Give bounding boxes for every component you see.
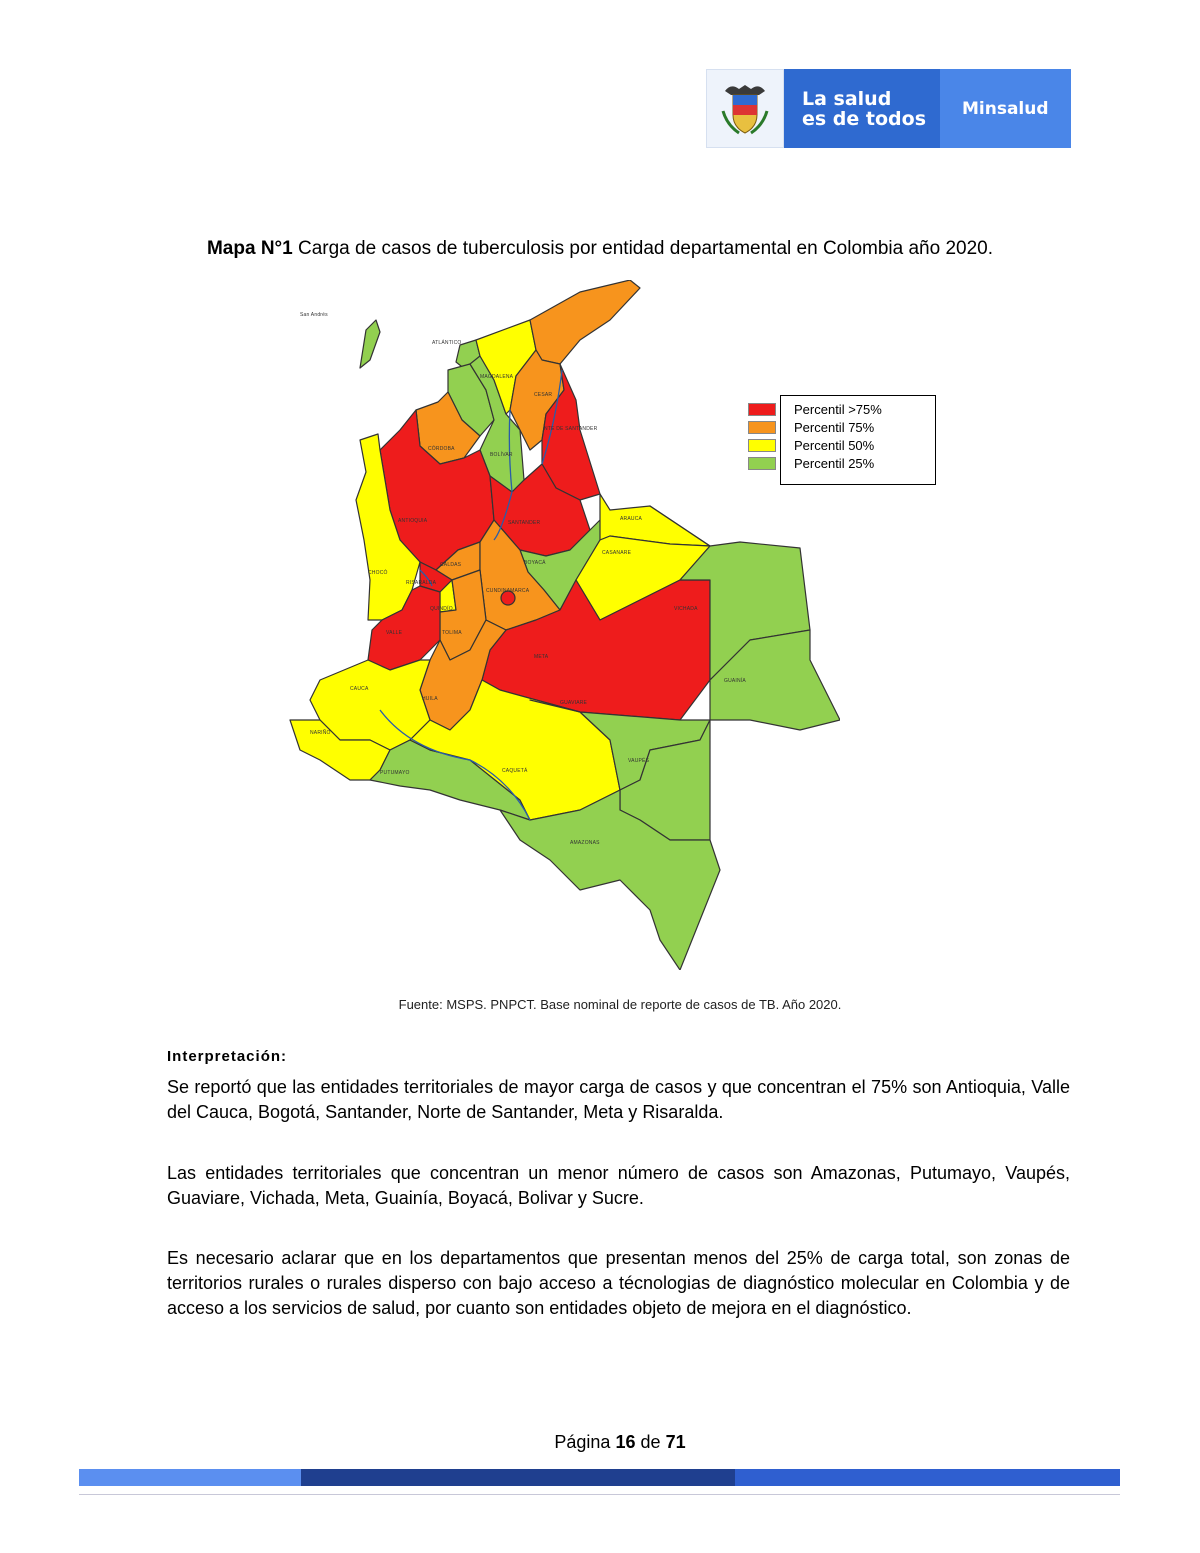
map-title-bold: Mapa N°1 <box>206 238 293 259</box>
legend-swatch <box>748 457 776 470</box>
label-guaviare: GUAVIARE <box>560 700 588 706</box>
coat-of-arms-icon <box>706 69 784 148</box>
slogan-line-1: La salud <box>802 88 892 110</box>
label-valle: VALLE <box>386 630 403 636</box>
label-quindio: QUINDÍO <box>430 606 453 612</box>
label-narino: NARIÑO <box>310 730 331 736</box>
label-huila: HUILA <box>422 696 438 702</box>
label-san-andres: San Andrés <box>300 312 328 318</box>
label-magdalena: MAGDALENA <box>480 374 514 380</box>
label-arauca: ARAUCA <box>620 516 643 522</box>
label-guainia: GUAINÍA <box>724 678 746 684</box>
map-title-text: Carga de casos de tuberculosis por entidad departamental en Colombia año 2020. <box>292 238 994 259</box>
paragraph-2: Las entidades territoriales que concentran un menor número de casos son Amazonas, Putumayo, Vaupés, Guaviare, Vichada, Meta, Guainía, Boyacá, Bolivar y Sucre. <box>167 1163 1070 1208</box>
legend-label: Percentil >75% <box>794 402 882 417</box>
label-antioquia: ANTIOQUIA <box>398 518 428 524</box>
label-boyaca: BOYACÁ <box>524 560 546 566</box>
interpretation-heading: Interpretación: <box>167 1048 288 1065</box>
footer-divider <box>79 1494 1120 1495</box>
dept-san-andres <box>360 320 380 368</box>
label-choco: CHOCÓ <box>368 570 388 576</box>
label-risaralda: RISARALDA <box>406 580 437 586</box>
label-cauca: CAUCA <box>350 686 369 692</box>
legend-item <box>748 402 882 417</box>
dept-guajira <box>530 280 640 364</box>
page-prefix: Página <box>554 1432 611 1452</box>
legend-item <box>748 438 874 453</box>
map-source: Fuente: MSPS. PNPCT. Base nominal de reporte de casos de TB. Año 2020. <box>398 997 842 1012</box>
label-vaupes: VAUPÉS <box>628 758 650 764</box>
label-norte-santander: NTE DE SANTANDER <box>544 426 598 432</box>
slogan-line-2: es de todos <box>802 108 927 130</box>
footer-bar-dark <box>301 1469 735 1486</box>
label-bolivar: BOLÍVAR <box>490 452 513 458</box>
legend-swatch <box>748 403 776 416</box>
label-santander: SANTANDER <box>508 520 541 526</box>
paragraph-1: Se reportó que las entidades territoriales de mayor carga de casos y que concentran el 75% son Antioquia, Valle del Cauca, Bogotá, Santander, Norte de Santander, Meta y Risaralda. <box>167 1077 1070 1122</box>
footer-bar-mid <box>735 1469 1120 1486</box>
colombia-map <box>280 280 840 970</box>
label-amazonas: AMAZONAS <box>570 840 600 846</box>
label-cordoba: CÓRDOBA <box>428 446 455 452</box>
page-total: 71 <box>665 1432 686 1452</box>
legend-swatch <box>748 421 776 434</box>
label-atlantico: ATLÁNTICO <box>432 340 462 346</box>
legend-label: Percentil 50% <box>794 438 875 453</box>
minsalud-logo <box>706 69 1071 148</box>
map-title <box>0 238 1200 260</box>
label-caldas: CALDAS <box>440 562 462 568</box>
legend-label: Percentil 75% <box>794 420 875 435</box>
logo-brand: Minsalud <box>940 69 1071 148</box>
page-current: 16 <box>615 1432 636 1452</box>
label-putumayo: PUTUMAYO <box>380 770 410 776</box>
label-casanare: CASANARE <box>602 550 632 556</box>
paragraph-3: Es necesario aclarar que en los departamentos que presentan menos del 25% de carga total, son zonas de territorios rurales o rurales disperso con bajo acceso a técnologias de diagnóstico molecular en Colombia y de acceso a los servicios de salud, por cuanto son entidades objeto de mejora en el diagnóstico. <box>167 1248 1070 1318</box>
label-tolima: TOLIMA <box>442 630 462 636</box>
footer-bar-light <box>79 1469 301 1486</box>
legend-label: Percentil 25% <box>794 456 875 471</box>
page-number <box>0 1432 1200 1453</box>
label-cundinamarca: CUNDINAMARCA <box>486 588 530 594</box>
label-caqueta: CAQUETÁ <box>502 768 528 774</box>
legend-swatch <box>748 439 776 452</box>
page-of: de <box>640 1432 661 1452</box>
logo-slogan <box>784 69 940 148</box>
map-legend <box>780 395 936 485</box>
label-meta: META <box>534 654 549 660</box>
label-vichada: VICHADA <box>674 606 698 612</box>
label-cesar: CESAR <box>534 392 553 398</box>
legend-item <box>748 420 874 435</box>
legend-item <box>748 456 874 471</box>
